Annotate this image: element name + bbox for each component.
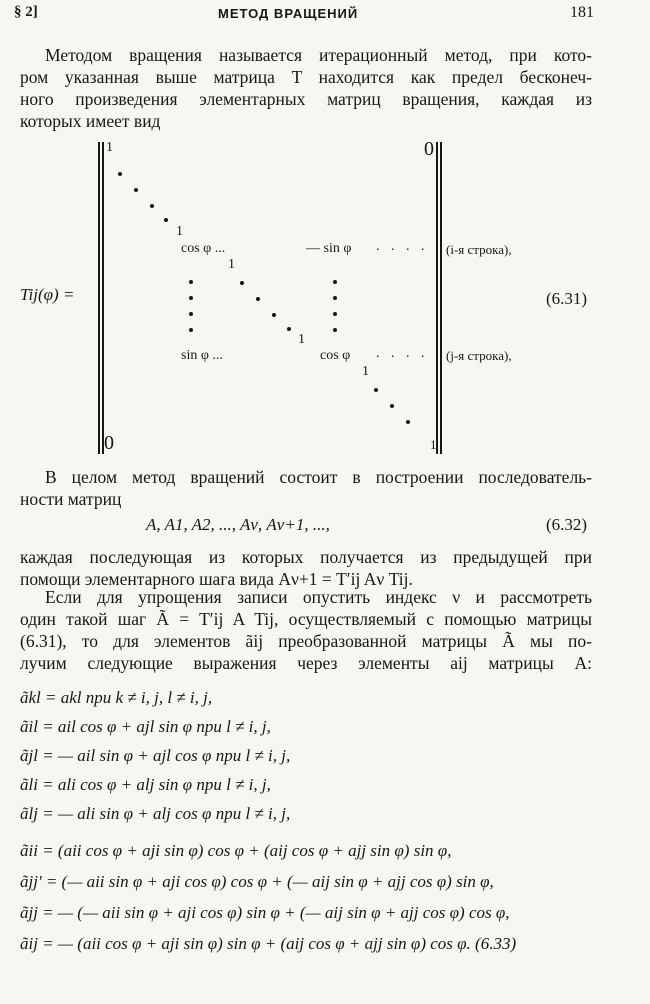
cos-jj: cos φ <box>320 348 351 363</box>
matrix-lhs: Tij(φ) = <box>20 285 75 304</box>
eq-6-31: (6.31) <box>546 289 588 308</box>
diag-one-bottom: 1 <box>430 437 437 452</box>
row-i-label: (i-я строка), <box>446 242 512 257</box>
para4-line-1: Если для упрощения записи опустить индекс ν и рассмотреть <box>45 587 592 607</box>
diag-dot <box>374 388 378 392</box>
col-dot <box>333 312 337 316</box>
sin-ji: sin φ ... <box>181 348 223 363</box>
intro-line-3: ного произведения элементарных матриц вращения, каждая из <box>20 89 592 109</box>
left-bracket-inner <box>102 142 104 454</box>
para4-line-2: один такой шаг Ã = T′ij A Tij, осуществляемый с помощью матрицы <box>20 609 592 629</box>
intro-line-2: ром указанная выше матрица T находится как предел бесконеч- <box>20 67 592 87</box>
para3-line-2: помощи элементарного шага вида Aν+1 = T′ij Aν Tij. <box>20 569 413 589</box>
col-dot <box>189 312 193 316</box>
formula-ali: ãli = ali cos φ + alj sin φ при l ≠ i, j, <box>20 775 271 794</box>
col-dot <box>189 280 193 284</box>
para4-line-3: (6.31), то для элементов ãij преобразованной матрицы Ã мы по- <box>20 631 592 651</box>
col-dot <box>189 296 193 300</box>
formula-akl: ãkl = akl при k ≠ i, j, l ≠ i, j, <box>20 688 213 707</box>
col-dot <box>333 328 337 332</box>
left-bracket-outer <box>98 142 100 454</box>
diag-dot <box>390 404 394 408</box>
right-bracket-inner <box>436 142 438 454</box>
minus-sin-ij: — sin φ <box>306 241 352 256</box>
running-title: МЕТОД ВРАЩЕНИЙ <box>218 6 359 21</box>
zero-top-right: 0 <box>424 138 434 160</box>
row-j-label: (j-я строка), <box>446 348 512 363</box>
eq-6-32: (6.32) <box>546 515 588 534</box>
diag-one-top: 1 <box>106 140 113 155</box>
diag-dot <box>406 420 410 424</box>
row-j-dots: . . . . <box>376 346 429 361</box>
diag-one: 1 <box>228 257 235 272</box>
formula-aii: ãii = (aii cos φ + aji sin φ) cos φ + (aij cos φ + ajj sin φ) sin φ, <box>20 841 452 860</box>
col-dot <box>189 328 193 332</box>
diag-dot <box>134 188 138 192</box>
diag-dot <box>164 218 168 222</box>
intro-line-1: Методом вращения называется итерационный метод, при кото- <box>45 45 592 65</box>
formula-alj: ãlj = — ali sin φ + alj cos φ при l ≠ i, j, <box>20 804 291 823</box>
formula-ajl: ãjl = — ail sin φ + ajl cos φ при l ≠ i, j, <box>20 746 291 765</box>
sequence-formula: A, A1, A2, ..., Aν, Aν+1, ..., <box>146 515 330 534</box>
col-dot <box>333 280 337 284</box>
right-bracket-outer <box>440 142 442 454</box>
diag-one: 1 <box>298 332 305 347</box>
col-dot <box>333 296 337 300</box>
diag-dot <box>240 281 244 285</box>
diag-dot <box>118 172 122 176</box>
intro-line-4: которых имеет вид <box>20 111 161 131</box>
row-i-dots: . . . . <box>376 239 429 254</box>
formula-aij: ãij = — (aii cos φ + aji sin φ) sin φ + (aij cos φ + ajj sin φ) cos φ. (6.33) <box>20 934 517 953</box>
diag-one: 1 <box>176 224 183 239</box>
para4-line-4: лучим следующие выражения через элементы aij матрицы A: <box>20 653 592 673</box>
diag-one: 1 <box>362 364 369 379</box>
diag-dot <box>256 297 260 301</box>
para3-line-1: каждая последующая из которых получается из предыдущей при <box>20 547 592 567</box>
formula-aji: ãjj' = (— aii sin φ + aji cos φ) cos φ + (— aij sin φ + ajj cos φ) sin φ, <box>20 872 494 891</box>
diag-dot <box>287 327 291 331</box>
para2-line-2: ности матриц <box>20 489 122 509</box>
para2-line-1: В целом метод вращений состоит в построении последователь- <box>45 467 592 487</box>
formula-ajj: ãjj = — (— aii sin φ + aji cos φ) sin φ + (— aij sin φ + ajj cos φ) cos φ, <box>20 903 510 922</box>
page-number: 181 <box>570 4 594 21</box>
diag-dot <box>150 204 154 208</box>
diag-dot <box>272 313 276 317</box>
formula-ail: ãil = ail cos φ + ajl sin φ при l ≠ i, j, <box>20 717 271 736</box>
section-mark: § 2] <box>14 4 38 20</box>
zero-bottom-left: 0 <box>104 432 114 454</box>
cos-ii: cos φ ... <box>181 241 226 256</box>
